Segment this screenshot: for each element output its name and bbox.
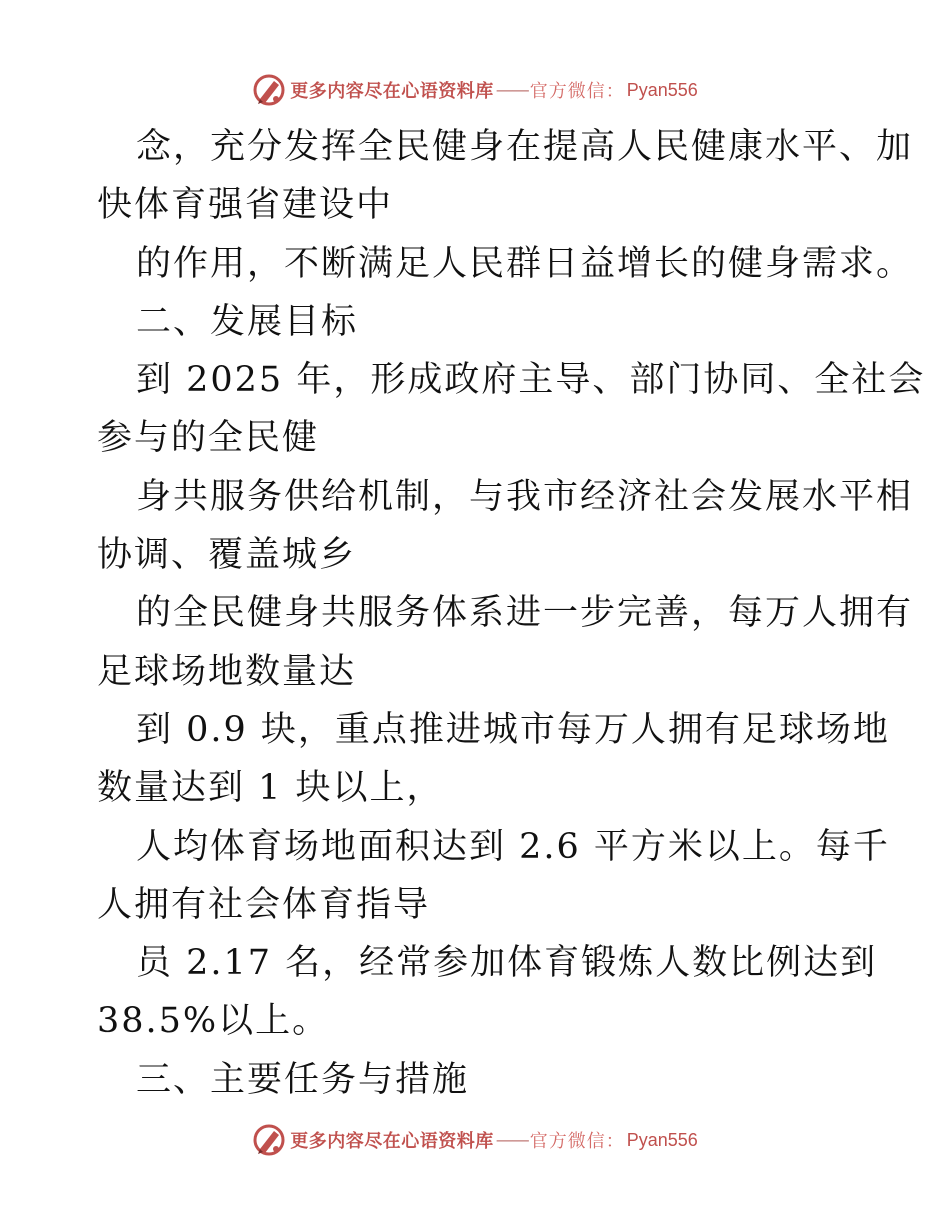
body-line: 念，充分发挥全民健身在提高人民健康水平、加 bbox=[136, 127, 914, 167]
body-line: 身共服务供给机制，与我市经济社会发展水平相 bbox=[136, 477, 914, 517]
body-line: 的全民健身共服务体系进一步完善，每万人拥有 bbox=[136, 593, 914, 633]
body-line: 到 2025 年，形成政府主导、部门协同、全社会 bbox=[136, 360, 926, 400]
watermark-wechat-id: Pyan556 bbox=[626, 79, 698, 100]
body-line: 参与的全民健 bbox=[97, 418, 320, 458]
watermark-wechat-label: 官方微信： bbox=[529, 81, 625, 102]
body-line: 数量达到 1 块以上， bbox=[97, 768, 444, 808]
watermark-footer bbox=[0, 1122, 950, 1158]
watermark-wechat-label: 官方微信： bbox=[529, 1131, 625, 1152]
body-line: 协调、覆盖城乡 bbox=[97, 535, 357, 575]
red-pen-logo-icon bbox=[252, 1123, 286, 1157]
section-heading: 三、主要任务与措施 bbox=[136, 1060, 470, 1100]
body-line: 的作用，不断满足人民群日益增长的健身需求。 bbox=[136, 244, 914, 284]
body-line: 人均体育场地面积达到 2.6 平方米以上。每千 bbox=[136, 827, 890, 867]
watermark-lead-text: 更多内容尽在心语资料库 bbox=[290, 1131, 494, 1152]
body-line: 人拥有社会体育指导 bbox=[97, 885, 431, 925]
watermark-lead-text: 更多内容尽在心语资料库 bbox=[290, 81, 494, 102]
body-line: 足球场地数量达 bbox=[97, 652, 357, 692]
watermark-dash: —— bbox=[495, 79, 528, 101]
body-line: 到 0.9 块，重点推进城市每万人拥有足球场地 bbox=[136, 710, 890, 750]
body-line: 员 2.17 名，经常参加体育锻炼人数比例达到 bbox=[136, 943, 878, 983]
section-heading: 二、发展目标 bbox=[136, 302, 359, 342]
body-line: 38.5%以上。 bbox=[97, 1001, 330, 1041]
body-line: 快体育强省建设中 bbox=[97, 185, 394, 225]
watermark-wechat-id: Pyan556 bbox=[626, 1129, 698, 1150]
watermark-dash: —— bbox=[495, 1129, 528, 1151]
